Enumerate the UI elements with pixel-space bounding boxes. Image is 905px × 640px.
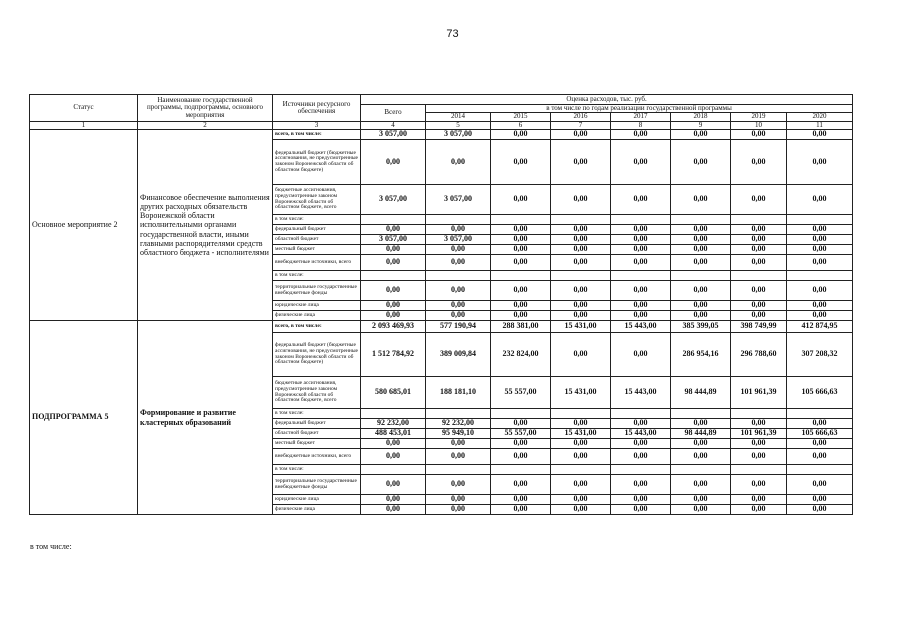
value-cell: 0,00 xyxy=(671,311,731,321)
value-cell: 0,00 xyxy=(787,311,853,321)
page-number: 73 xyxy=(446,28,459,40)
value-cell: 0,00 xyxy=(551,245,611,255)
value-cell: 105 666,63 xyxy=(787,429,853,439)
value-cell: 0,00 xyxy=(671,449,731,465)
value-cell: 0,00 xyxy=(671,185,731,215)
value-cell: 0,00 xyxy=(671,301,731,311)
column-numbers-row xyxy=(30,121,853,129)
value-cell: 15 431,00 xyxy=(551,377,611,409)
value-cell xyxy=(426,215,491,225)
status-cell: ПОДПРОГРАММА 5 xyxy=(30,321,138,515)
value-cell: 0,00 xyxy=(426,245,491,255)
value-cell: 580 685,01 xyxy=(361,377,426,409)
source-label: юридические лица xyxy=(273,495,361,505)
value-cell: 0,00 xyxy=(361,245,426,255)
value-cell xyxy=(361,271,426,281)
value-cell: 0,00 xyxy=(611,301,671,311)
header-year: 2018 xyxy=(671,113,731,121)
value-cell: 95 949,10 xyxy=(426,429,491,439)
value-cell: 412 874,95 xyxy=(787,321,853,333)
value-cell: 0,00 xyxy=(731,311,787,321)
source-label: в том числе: xyxy=(273,465,361,475)
value-cell: 288 381,00 xyxy=(491,321,551,333)
value-cell: 0,00 xyxy=(551,225,611,235)
source-label: физические лица xyxy=(273,505,361,515)
value-cell: 0,00 xyxy=(611,449,671,465)
value-cell: 3 057,00 xyxy=(361,235,426,245)
value-cell: 0,00 xyxy=(611,130,671,140)
value-cell: 0,00 xyxy=(551,235,611,245)
value-cell: 188 181,10 xyxy=(426,377,491,409)
source-label: в том числе: xyxy=(273,271,361,281)
value-cell: 0,00 xyxy=(671,505,731,515)
source-label: территориальные государственные внебюджетные фонды xyxy=(273,281,361,301)
value-cell: 0,00 xyxy=(731,439,787,449)
value-cell: 0,00 xyxy=(731,449,787,465)
value-cell: 0,00 xyxy=(551,419,611,429)
value-cell: 2 093 469,93 xyxy=(361,321,426,333)
header-year: 2020 xyxy=(787,113,853,121)
value-cell xyxy=(787,409,853,419)
value-cell xyxy=(787,271,853,281)
value-cell: 0,00 xyxy=(787,449,853,465)
value-cell: 0,00 xyxy=(611,255,671,271)
table-row xyxy=(30,130,853,140)
column-number: 6 xyxy=(491,121,551,129)
value-cell: 0,00 xyxy=(361,505,426,515)
source-label: федеральный бюджет xyxy=(273,419,361,429)
header-year: 2015 xyxy=(491,113,551,121)
column-number: 5 xyxy=(426,121,491,129)
value-cell: 0,00 xyxy=(361,311,426,321)
value-cell: 0,00 xyxy=(426,281,491,301)
value-cell: 0,00 xyxy=(361,255,426,271)
value-cell: 15 443,00 xyxy=(611,321,671,333)
status-cell: Основное мероприятие 2 xyxy=(30,130,138,321)
value-cell: 0,00 xyxy=(787,505,853,515)
header-year: 2014 xyxy=(426,113,491,121)
value-cell: 0,00 xyxy=(426,505,491,515)
value-cell: 98 444,89 xyxy=(671,429,731,439)
value-cell xyxy=(491,465,551,475)
source-label: областной бюджет xyxy=(273,235,361,245)
source-label: местный бюджет xyxy=(273,245,361,255)
value-cell: 0,00 xyxy=(551,281,611,301)
value-cell: 0,00 xyxy=(787,255,853,271)
value-cell: 0,00 xyxy=(731,140,787,185)
value-cell: 0,00 xyxy=(611,245,671,255)
value-cell: 0,00 xyxy=(731,245,787,255)
value-cell: 0,00 xyxy=(611,475,671,495)
header-program-name: Наименование государственной программы, подпрограммы, основного мероприятия xyxy=(138,95,273,122)
value-cell: 0,00 xyxy=(551,301,611,311)
value-cell xyxy=(671,465,731,475)
value-cell: 0,00 xyxy=(361,449,426,465)
value-cell: 0,00 xyxy=(731,185,787,215)
source-label: в том числе: xyxy=(273,215,361,225)
program-name-cell: Финансовое обеспечение выполнения других расходных обязательств Воронежской области исполнительными органами государственной власти, иными главными распорядителями средств областного бюджета - исполнителями xyxy=(138,130,273,321)
value-cell: 0,00 xyxy=(361,439,426,449)
value-cell: 0,00 xyxy=(611,235,671,245)
value-cell: 0,00 xyxy=(611,185,671,215)
value-cell xyxy=(426,409,491,419)
value-cell: 0,00 xyxy=(671,281,731,301)
source-label: физические лица xyxy=(273,311,361,321)
value-cell: 0,00 xyxy=(551,130,611,140)
value-cell: 0,00 xyxy=(551,311,611,321)
value-cell: 92 232,00 xyxy=(361,419,426,429)
value-cell xyxy=(611,409,671,419)
value-cell: 0,00 xyxy=(787,281,853,301)
value-cell: 389 009,84 xyxy=(426,333,491,377)
value-cell: 0,00 xyxy=(491,301,551,311)
value-cell xyxy=(426,271,491,281)
value-cell: 0,00 xyxy=(731,301,787,311)
source-label: областной бюджет xyxy=(273,429,361,439)
value-cell: 0,00 xyxy=(787,419,853,429)
value-cell: 105 666,63 xyxy=(787,377,853,409)
value-cell: 0,00 xyxy=(731,475,787,495)
value-cell: 0,00 xyxy=(551,333,611,377)
value-cell: 0,00 xyxy=(551,185,611,215)
value-cell: 0,00 xyxy=(731,255,787,271)
value-cell: 0,00 xyxy=(671,495,731,505)
value-cell: 0,00 xyxy=(671,130,731,140)
value-cell: 0,00 xyxy=(361,281,426,301)
value-cell: 0,00 xyxy=(611,140,671,185)
value-cell: 0,00 xyxy=(787,439,853,449)
value-cell: 0,00 xyxy=(491,245,551,255)
value-cell: 0,00 xyxy=(426,140,491,185)
header-year: 2017 xyxy=(611,113,671,121)
value-cell: 0,00 xyxy=(491,495,551,505)
value-cell xyxy=(787,215,853,225)
source-label: местный бюджет xyxy=(273,439,361,449)
value-cell xyxy=(551,465,611,475)
source-label: бюджетные ассигнования, предусмотренные законом Воронежской области об областном бюджете, всего xyxy=(273,185,361,215)
value-cell: 0,00 xyxy=(426,301,491,311)
value-cell: 0,00 xyxy=(671,439,731,449)
source-label: юридические лица xyxy=(273,301,361,311)
header-status: Статус xyxy=(30,95,138,122)
source-label: всего, в том числе: xyxy=(273,321,361,333)
column-number: 4 xyxy=(361,121,426,129)
value-cell: 0,00 xyxy=(671,140,731,185)
column-number: 1 xyxy=(30,121,138,129)
value-cell: 0,00 xyxy=(551,449,611,465)
value-cell: 577 190,94 xyxy=(426,321,491,333)
column-number: 7 xyxy=(551,121,611,129)
source-label: федеральный бюджет (бюджетные ассигнования, не предусмотренные законом Воронежской области об областном бюджете) xyxy=(273,333,361,377)
value-cell: 0,00 xyxy=(731,130,787,140)
value-cell: 0,00 xyxy=(731,235,787,245)
value-cell: 0,00 xyxy=(787,130,853,140)
value-cell: 98 444,89 xyxy=(671,377,731,409)
value-cell xyxy=(426,465,491,475)
value-cell: 0,00 xyxy=(426,311,491,321)
value-cell: 0,00 xyxy=(361,140,426,185)
value-cell: 0,00 xyxy=(611,225,671,235)
value-cell xyxy=(671,271,731,281)
value-cell: 0,00 xyxy=(787,245,853,255)
header-sources: Источники ресурсного обеспечения xyxy=(273,95,361,122)
value-cell: 0,00 xyxy=(611,505,671,515)
value-cell xyxy=(611,465,671,475)
column-number: 11 xyxy=(787,121,853,129)
value-cell: 296 788,60 xyxy=(731,333,787,377)
value-cell xyxy=(551,215,611,225)
value-cell: 101 961,39 xyxy=(731,429,787,439)
value-cell: 3 057,00 xyxy=(361,130,426,140)
value-cell: 232 824,00 xyxy=(491,333,551,377)
table-row xyxy=(30,321,853,333)
value-cell: 0,00 xyxy=(551,505,611,515)
value-cell: 0,00 xyxy=(426,255,491,271)
column-number: 2 xyxy=(138,121,273,129)
value-cell: 0,00 xyxy=(361,301,426,311)
header-year: 2019 xyxy=(731,113,787,121)
value-cell: 0,00 xyxy=(731,495,787,505)
value-cell: 0,00 xyxy=(611,439,671,449)
value-cell: 488 453,01 xyxy=(361,429,426,439)
value-cell xyxy=(361,409,426,419)
value-cell xyxy=(671,409,731,419)
value-cell: 0,00 xyxy=(787,140,853,185)
value-cell: 0,00 xyxy=(491,439,551,449)
value-cell: 0,00 xyxy=(491,475,551,495)
value-cell: 0,00 xyxy=(491,419,551,429)
value-cell: 0,00 xyxy=(426,495,491,505)
value-cell xyxy=(551,271,611,281)
header-row-1 xyxy=(30,95,853,105)
value-cell: 0,00 xyxy=(787,225,853,235)
value-cell: 0,00 xyxy=(491,505,551,515)
value-cell: 398 749,99 xyxy=(731,321,787,333)
value-cell: 0,00 xyxy=(551,255,611,271)
value-cell: 0,00 xyxy=(787,475,853,495)
value-cell: 0,00 xyxy=(787,235,853,245)
value-cell: 0,00 xyxy=(426,475,491,495)
value-cell: 0,00 xyxy=(611,333,671,377)
value-cell xyxy=(731,215,787,225)
value-cell: 0,00 xyxy=(491,130,551,140)
value-cell: 0,00 xyxy=(731,505,787,515)
value-cell xyxy=(491,271,551,281)
value-cell: 0,00 xyxy=(551,495,611,505)
value-cell: 0,00 xyxy=(426,449,491,465)
source-label: всего, в том числе: xyxy=(273,130,361,140)
value-cell: 0,00 xyxy=(731,225,787,235)
value-cell: 0,00 xyxy=(671,245,731,255)
value-cell: 0,00 xyxy=(491,281,551,301)
column-number: 9 xyxy=(671,121,731,129)
value-cell: 0,00 xyxy=(491,311,551,321)
value-cell: 0,00 xyxy=(361,225,426,235)
value-cell: 0,00 xyxy=(491,225,551,235)
footer-note: в том числе: xyxy=(30,542,72,551)
value-cell: 0,00 xyxy=(491,449,551,465)
value-cell: 0,00 xyxy=(787,301,853,311)
value-cell: 101 961,39 xyxy=(731,377,787,409)
value-cell: 0,00 xyxy=(731,419,787,429)
value-cell: 385 399,05 xyxy=(671,321,731,333)
value-cell: 0,00 xyxy=(731,281,787,301)
value-cell: 0,00 xyxy=(551,475,611,495)
value-cell: 0,00 xyxy=(787,185,853,215)
value-cell: 3 057,00 xyxy=(426,130,491,140)
budget-table xyxy=(29,94,853,515)
value-cell: 0,00 xyxy=(361,475,426,495)
value-cell: 0,00 xyxy=(611,281,671,301)
value-cell: 0,00 xyxy=(426,439,491,449)
value-cell: 0,00 xyxy=(426,225,491,235)
value-cell: 15 443,00 xyxy=(611,377,671,409)
source-label: внебюджетные источники, всего xyxy=(273,255,361,271)
value-cell: 15 431,00 xyxy=(551,321,611,333)
source-label: внебюджетные источники, всего xyxy=(273,449,361,465)
value-cell xyxy=(551,409,611,419)
value-cell: 0,00 xyxy=(611,495,671,505)
program-name-cell: Формирование и развитие кластерных образований xyxy=(138,321,273,515)
value-cell: 0,00 xyxy=(671,225,731,235)
header-total: Всего xyxy=(361,105,426,122)
value-cell: 92 232,00 xyxy=(426,419,491,429)
column-number: 10 xyxy=(731,121,787,129)
value-cell: 307 208,32 xyxy=(787,333,853,377)
value-cell: 0,00 xyxy=(551,140,611,185)
value-cell: 0,00 xyxy=(491,185,551,215)
value-cell: 0,00 xyxy=(671,475,731,495)
value-cell: 0,00 xyxy=(671,419,731,429)
value-cell xyxy=(361,465,426,475)
value-cell xyxy=(361,215,426,225)
value-cell: 0,00 xyxy=(671,255,731,271)
value-cell: 286 954,16 xyxy=(671,333,731,377)
value-cell xyxy=(731,409,787,419)
value-cell: 0,00 xyxy=(491,140,551,185)
source-label: в том числе: xyxy=(273,409,361,419)
source-label: федеральный бюджет xyxy=(273,225,361,235)
source-label: территориальные государственные внебюджетные фонды xyxy=(273,475,361,495)
value-cell: 15 443,00 xyxy=(611,429,671,439)
value-cell: 3 057,00 xyxy=(361,185,426,215)
value-cell: 0,00 xyxy=(361,495,426,505)
value-cell xyxy=(491,215,551,225)
value-cell: 55 557,00 xyxy=(491,377,551,409)
value-cell xyxy=(787,465,853,475)
column-number: 8 xyxy=(611,121,671,129)
value-cell: 3 057,00 xyxy=(426,185,491,215)
value-cell: 0,00 xyxy=(491,255,551,271)
value-cell xyxy=(611,271,671,281)
value-cell: 0,00 xyxy=(551,439,611,449)
value-cell xyxy=(671,215,731,225)
value-cell: 3 057,00 xyxy=(426,235,491,245)
value-cell: 0,00 xyxy=(671,235,731,245)
column-number: 3 xyxy=(273,121,361,129)
header-by-years: в том числе по годам реализации государственной программы xyxy=(426,105,853,113)
header-year: 2016 xyxy=(551,113,611,121)
value-cell xyxy=(731,465,787,475)
header-estimate: Оценка расходов, тыс. руб. xyxy=(361,95,853,105)
value-cell xyxy=(731,271,787,281)
value-cell: 15 431,00 xyxy=(551,429,611,439)
value-cell: 55 557,00 xyxy=(491,429,551,439)
source-label: бюджетные ассигнования, предусмотренные законом Воронежской области об областном бюджете, всего xyxy=(273,377,361,409)
value-cell xyxy=(611,215,671,225)
value-cell: 0,00 xyxy=(611,311,671,321)
value-cell: 0,00 xyxy=(787,495,853,505)
source-label: федеральный бюджет (бюджетные ассигнования, не предусмотренные законом Воронежской области об областном бюджете) xyxy=(273,140,361,185)
value-cell xyxy=(491,409,551,419)
value-cell: 0,00 xyxy=(611,419,671,429)
value-cell: 1 512 784,92 xyxy=(361,333,426,377)
value-cell: 0,00 xyxy=(491,235,551,245)
